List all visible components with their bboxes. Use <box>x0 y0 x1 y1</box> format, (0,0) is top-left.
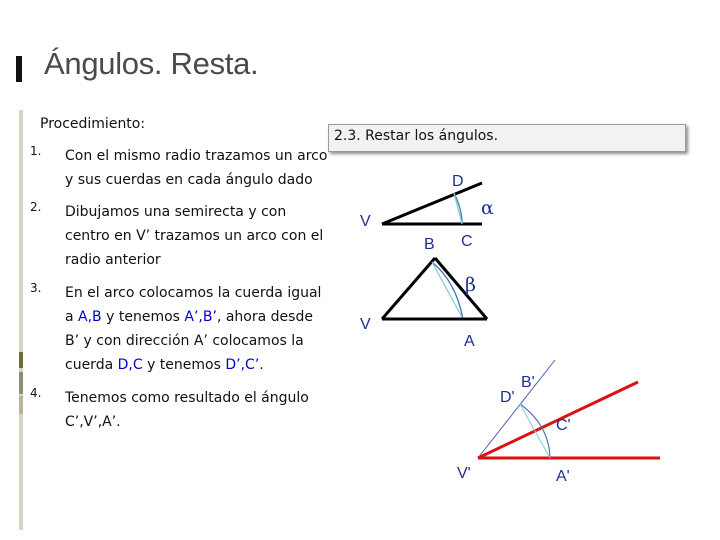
label-d-prime: D' <box>500 389 515 406</box>
step-line: cuerda D,C y tenemos D’,C’. <box>65 357 264 373</box>
step-line: centro en V’ trazamos un arco con el <box>65 228 324 244</box>
figure-beta <box>360 236 487 350</box>
ray-vd <box>382 183 482 224</box>
construction-ray <box>478 360 555 458</box>
label-alpha: α <box>481 197 494 219</box>
step-line: Con el mismo radio trazamos un arco <box>65 148 328 164</box>
label-beta: β <box>465 274 476 296</box>
highlighted-term: D’,C’ <box>225 357 260 373</box>
label-b-prime: B' <box>521 374 535 391</box>
section-title: 2.3. Restar los ángulos. <box>334 128 499 144</box>
step-number: 2. <box>30 200 42 214</box>
ray-vb <box>382 258 435 319</box>
slide-title: Ángulos. Resta. <box>44 46 259 81</box>
label-v-prime: V' <box>457 465 471 482</box>
step-line: radio anterior <box>65 252 161 268</box>
step-line: En el arco colocamos la cuerda igual <box>65 285 322 301</box>
chord-result <box>520 404 550 458</box>
label-c-prime: C' <box>556 417 571 434</box>
step-line: B’ y con dirección A’ colocamos la <box>65 333 304 349</box>
label-b: B <box>424 236 435 253</box>
procedure-heading: Procedimiento: <box>40 116 146 132</box>
step-number: 1. <box>30 144 42 158</box>
step-number: 4. <box>30 386 42 400</box>
step-line: C’,V’,A’. <box>65 414 121 430</box>
label-v: V <box>360 316 371 333</box>
highlighted-term: A,B <box>78 309 102 325</box>
step-number: 3. <box>30 281 42 295</box>
highlighted-term: A’,B’ <box>184 309 217 325</box>
figure-result <box>457 360 660 485</box>
step-line: a A,B y tenemos A’,B’, ahora desde <box>65 309 313 325</box>
chord-dc <box>454 193 462 224</box>
step-line: Dibujamos una semirecta y con <box>65 204 287 220</box>
label-v: V <box>360 213 371 230</box>
label-c: C <box>461 233 473 250</box>
step-line: y sus cuerdas en cada ángulo dado <box>65 172 313 188</box>
highlighted-term: D,C <box>117 357 143 373</box>
label-a-prime: A' <box>556 468 570 485</box>
step-line: Tenemos como resultado el ángulo <box>65 390 309 406</box>
label-a: A <box>464 333 475 350</box>
label-d: D <box>452 173 464 190</box>
